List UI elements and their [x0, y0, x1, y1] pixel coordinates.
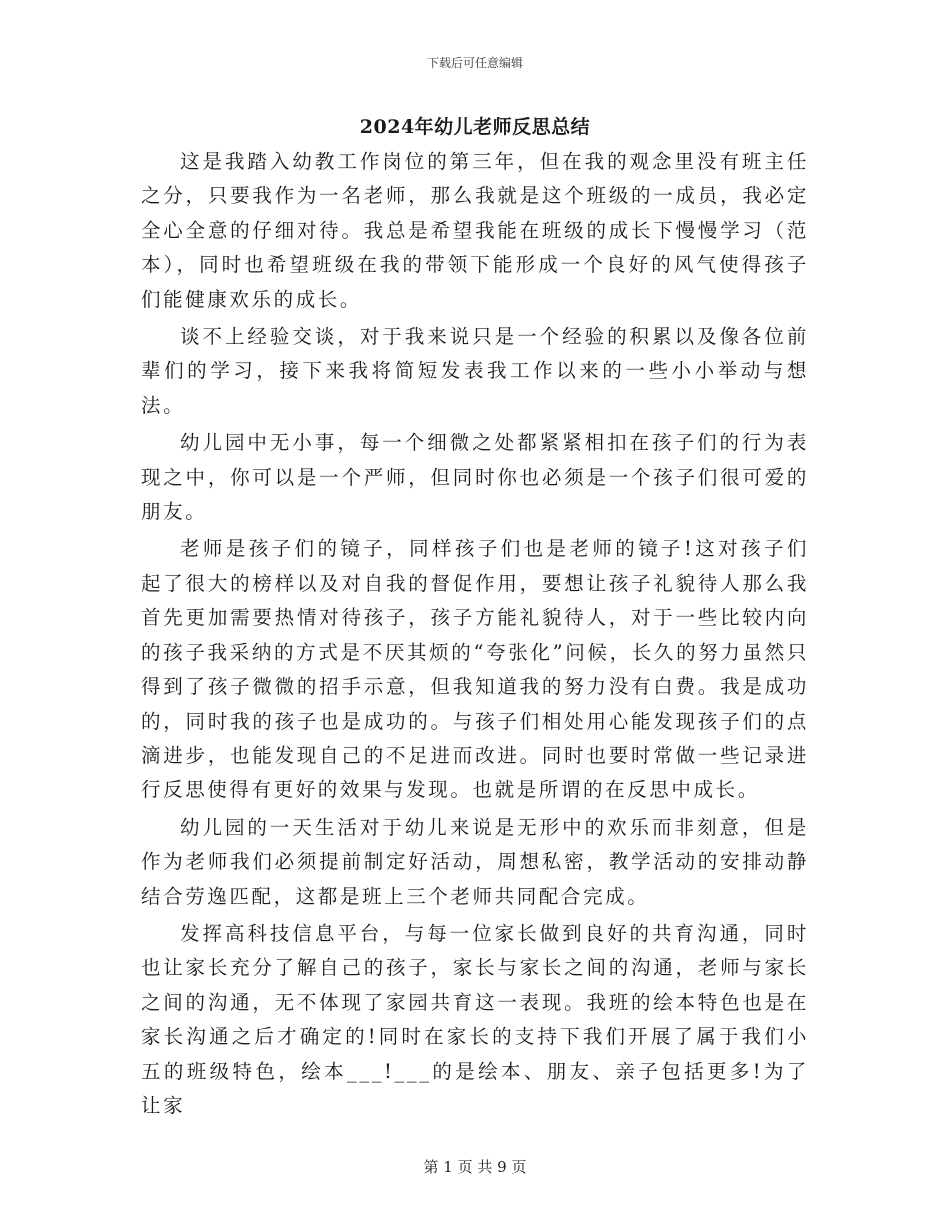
- document-body: [141, 145, 809, 1126]
- paragraph: 幼儿园中无小事，每一个细微之处都紧紧相扣在孩子们的行为表现之中，你可以是一个严师，但同时你也必须是一个孩子们很可爱的朋友。: [141, 431, 809, 524]
- document-title: 2024年幼儿老师反思总结: [359, 116, 591, 138]
- page-number-footer: 第 1 页 共 9 页: [423, 1158, 527, 1176]
- page-header-note: 下载后可任意编辑: [426, 56, 523, 70]
- paragraph: 幼儿园的一天生活对于幼儿来说是无形中的欢乐而非刻意，但是作为老师我们必须提前制定好活动，周想私密，教学活动的安排动静结合劳逸匹配，这都是班上三个老师共同配合完成。: [141, 815, 809, 908]
- paragraph: 谈不上经验交谈，对于我来说只是一个经验的积累以及像各位前辈们的学习，接下来我将简短发表我工作以来的一些小小举动与想法。: [141, 325, 809, 417]
- paragraph: 这是我踏入幼教工作岗位的第三年，但在我的观念里没有班主任之分，只要我作为一名老师，那么我就是这个班级的一成员，我必定全心全意的仔细对待。我总是希望我能在班级的成长下慢慢学习（范本），同时也希望班级在我的带领下能形成一个良好的风气使得孩子们能健康欢乐的成长。: [141, 150, 809, 311]
- paragraph: 老师是孩子们的镜子，同样孩子们也是老师的镜子!这对孩子们起了很大的榜样以及对自我的督促作用，要想让孩子礼貌待人那么我首先更加需要热情对待孩子，孩子方能礼貌待人，对于一些比较内向的孩子我采纳的方式是不厌其烦的“夸张化”问候，长久的努力虽然只得到了孩子微微的招手示意，但我知道我的努力没有白费。我是成功的，同时我的孩子也是成功的。与孩子们相处用心能发现孩子们的点滴进步，也能发现自己的不足进而改进。同时也要时常做一些记录进行反思使得有更好的效果与发现。也就是所谓的在反思中成长。: [141, 537, 809, 802]
- paragraph: 发挥高科技信息平台，与每一位家长做到良好的共育沟通，同时也让家长充分了解自己的孩子，家长与家长之间的沟通，老师与家长之间的沟通，无不体现了家园共育这一表现。我班的绘本特色也是在家长沟通之后才确定的!同时在家长的支持下我们开展了属于我们小五的班级特色，绘本___!___的是绘本、朋友、亲子包括更多!为了让家: [141, 921, 809, 1117]
